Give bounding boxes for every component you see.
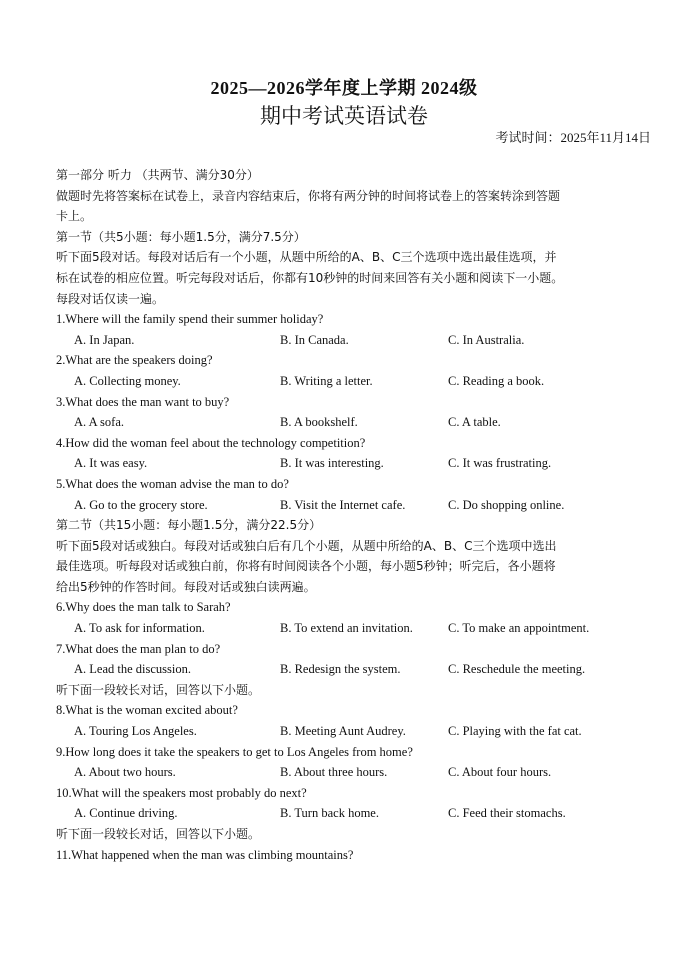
- question-7: 7.What does the man plan to do?: [56, 641, 221, 656]
- option-a: A. It was easy.: [74, 456, 148, 471]
- question-2-options: [56, 371, 656, 392]
- option-a: A. In Japan.: [74, 332, 135, 347]
- option-b: B. Meeting Aunt Audrey.: [280, 724, 406, 739]
- question-9-options: [56, 762, 656, 783]
- option-a: A. Lead the discussion.: [74, 662, 191, 677]
- question-8-options: [56, 721, 656, 742]
- section1-instruction-line: 每段对话仅读一遍。: [56, 291, 165, 306]
- option-a: A. To ask for information.: [74, 621, 205, 636]
- section1-instruction-line: 听下面5段对话。每段对话后有一个小题，从题中所给的A、B、C三个选项中选出最佳选项，并: [56, 250, 557, 265]
- part1-instruction-line: 做题时先将答案标在试卷上，录音内容结束后，你将有两分钟的时间将试卷上的答案转涂到答题: [56, 188, 561, 203]
- question-3: 3.What does the man want to buy?: [56, 394, 230, 409]
- option-b: B. A bookshelf.: [280, 415, 358, 430]
- question-11: 11.What happened when the man was climbing mountains?: [56, 847, 354, 862]
- option-a: A. A sofa.: [74, 415, 124, 430]
- option-a: A. Collecting money.: [74, 373, 181, 388]
- option-c: C. To make an appointment.: [448, 621, 590, 636]
- option-a: A. Go to the grocery store.: [74, 497, 208, 512]
- option-a: A. Continue driving.: [74, 806, 178, 821]
- option-b: B. Writing a letter.: [280, 373, 373, 388]
- option-b: B. In Canada.: [280, 332, 349, 347]
- option-b: B. Turn back home.: [280, 806, 379, 821]
- question-10: 10.What will the speakers most probably do next?: [56, 785, 307, 800]
- dialogue-note: 听下面一段较长对话，回答以下小题。: [56, 682, 261, 697]
- question-1-options: [56, 330, 656, 351]
- question-4-options: [56, 453, 656, 474]
- option-c: C. Playing with the fat cat.: [448, 724, 582, 739]
- exam-title-year: 2025—2026学年度上学期 2024级: [210, 78, 478, 98]
- part1-heading: 第一部分 听力 （共两节、满分30分）: [56, 168, 259, 182]
- dialogue-note: 听下面一段较长对话，回答以下小题。: [56, 827, 261, 841]
- option-c: C. In Australia.: [448, 332, 525, 347]
- option-c: C. Feed their stomachs.: [448, 806, 566, 821]
- option-c: C. About four hours.: [448, 765, 552, 780]
- question-5: 5.What does the woman advise the man to do?: [56, 476, 289, 491]
- option-a: A. About two hours.: [74, 765, 176, 780]
- option-b: B. Redesign the system.: [280, 662, 401, 677]
- option-c: C. Reschedule the meeting.: [448, 662, 586, 677]
- option-c: C. Reading a book.: [448, 373, 545, 388]
- question-1: 1.Where will the family spend their summer holiday?: [56, 312, 324, 327]
- part1-instruction-line: 卡上。: [56, 209, 93, 224]
- section1-heading: 第一节（共5小题：每小题1.5分，满分7.5分）: [56, 229, 306, 244]
- question-6: 6.Why does the man talk to Sarah?: [56, 600, 231, 615]
- option-b: B. About three hours.: [280, 765, 388, 780]
- question-10-options: [56, 803, 656, 824]
- section2-instruction-line: 最佳选项。听每段对话或独白前，你将有时间阅读各个小题，每小题5秒钟；听完后，各小题将: [56, 559, 556, 574]
- exam-time: 考试时间：2025年11月14日: [495, 130, 651, 145]
- question-9: 9.How long does it take the speakers to get to Los Angeles from home?: [56, 744, 413, 759]
- question-7-options: [56, 659, 656, 680]
- option-b: B. It was interesting.: [280, 456, 384, 471]
- option-b: B. To extend an invitation.: [280, 621, 413, 636]
- question-8: 8.What is the woman excited about?: [56, 703, 238, 718]
- option-c: C. Do shopping online.: [448, 497, 565, 512]
- exam-content: [56, 165, 656, 865]
- section2-instruction-line: 给出5秒钟的作答时间。每段对话或独白读两遍。: [56, 579, 316, 594]
- exam-title: 期中考试英语试卷: [260, 104, 428, 128]
- section2-instruction-line: 听下面5段对话或独白。每段对话或独白后有几个小题，从题中所给的A、B、C三个选项中选出: [56, 538, 557, 553]
- option-b: B. Visit the Internet cafe.: [280, 497, 406, 512]
- option-c: C. It was frustrating.: [448, 456, 552, 471]
- question-4: 4.How did the woman feel about the technology competition?: [56, 435, 366, 450]
- section1-instruction-line: 标在试卷的相应位置。听完每段对话后，你都有10秒钟的时间来回答有关小题和阅读下一小题。: [56, 270, 564, 285]
- question-5-options: [56, 495, 656, 516]
- option-a: A. Touring Los Angeles.: [74, 724, 197, 739]
- section2-heading: 第二节（共15小题：每小题1.5分，满分22.5分）: [56, 518, 322, 533]
- question-2: 2.What are the speakers doing?: [56, 353, 213, 368]
- question-6-options: [56, 618, 656, 639]
- question-3-options: [56, 412, 656, 433]
- option-c: C. A table.: [448, 415, 501, 430]
